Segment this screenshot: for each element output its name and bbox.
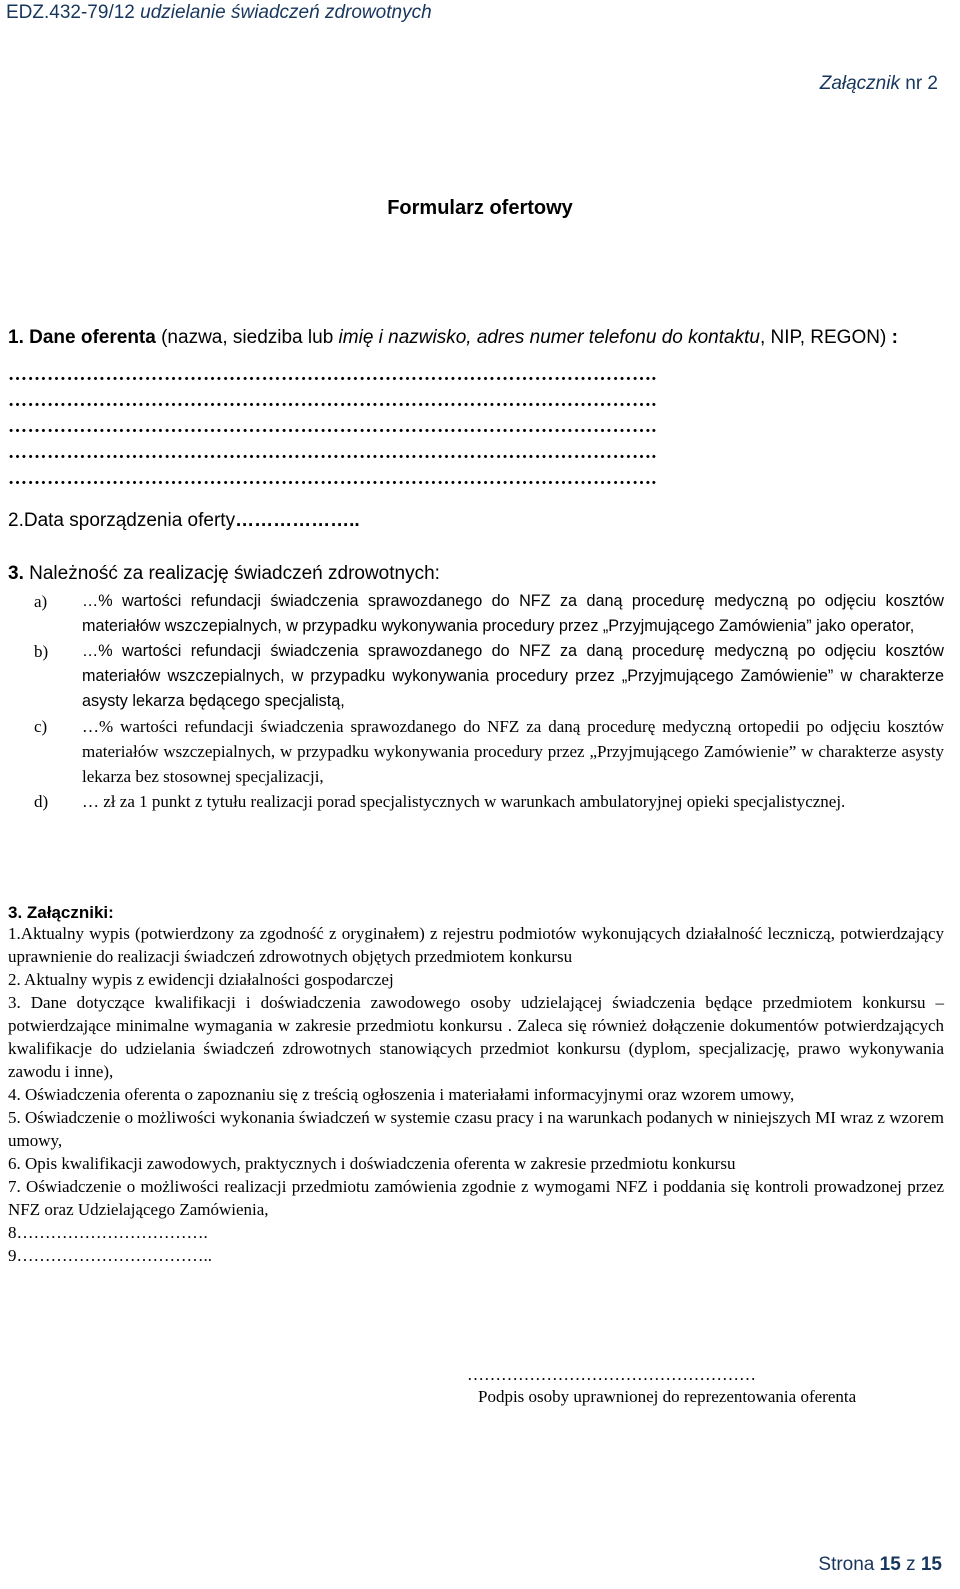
section-oferent-colon: : <box>891 327 898 348</box>
attachment-item[interactable]: 9…………………………….. <box>8 1246 212 1265</box>
payment-item-label: c) <box>34 717 48 736</box>
payment-item-c <box>34 714 944 789</box>
attachment-item: 4. Oświadczenia oferenta o zapoznaniu się z treścią ogłoszenia i materiałami informacyjnymi oraz wzorem umowy, <box>8 1085 795 1104</box>
page-title: Formularz ofertowy <box>387 197 573 219</box>
attachment-item: 6. Opis kwalifikacji zawodowych, praktycznych i doświadczenia oferenta w zakresie przedmiotu konkursu <box>8 1154 736 1173</box>
section-payment-num: 3. <box>8 563 24 584</box>
section-oferent-tail: , NIP, REGON) <box>759 327 892 348</box>
annex-word: Załącznik <box>819 73 900 94</box>
section-date <box>8 510 360 532</box>
payment-item-d <box>34 789 944 814</box>
section-oferent-heading: 1. Dane oferenta <box>8 327 156 348</box>
attachment-item[interactable]: 8……………………………. <box>8 1223 208 1242</box>
page-current: 15 <box>879 1554 901 1575</box>
section-payment-heading <box>8 563 440 585</box>
reference-title: udzielanie świadczeń zdrowotnych <box>134 2 432 23</box>
page-number <box>818 1554 942 1576</box>
attachment-item: 5. Oświadczenie o możliwości wykonania świadczeń w systemie czasu pracy i na warunkach podanych w niniejszych MI wraz z wzorem umowy, <box>8 1108 944 1150</box>
payment-item-text: …% wartości refundacji świadczenia sprawozdanego do NFZ za daną procedurę medyczną po odjęciu kosztów materiałów wszczepialnych, w przypadku wykonywania procedury przez „Przyjmującego Zamówienie” w charakterze asysty lekarza będącego specjalistą, <box>82 642 944 710</box>
attachments-list <box>8 922 944 1267</box>
reference-number: EDZ.432-79/12 <box>6 2 135 23</box>
attachment-item: 2. Aktualny wypis z ewidencji działalności gospodarczej <box>8 970 394 989</box>
section-oferent-lead: (nazwa, siedziba lub <box>155 327 339 348</box>
payment-item-text: …% wartości refundacji świadczenia sprawozdanego do NFZ za daną procedurę medyczną po odjęciu kosztów materiałów wszczepialnych, w przypadku wykonywania procedury przez „Przyjmującego Zamówienia” jako operator, <box>82 592 944 635</box>
attachment-item: 7. Oświadczenie o możliwości realizacji przedmiotu zamówienia zgodnie z wymogami NFZ i poddania się kontroli prowadzonej przez NFZ oraz Udzielającego Zamówienia, <box>8 1177 944 1219</box>
attachment-item: 3. Dane dotyczące kwalifikacji i doświadczenia zawodowego osoby udzielającej świadczenia będące przedmiotem konkursu – potwierdzające minimalne wymagania w zakresie przedmiotu konkursu . Zaleca się również dołączenie dokumentów potwierdzających kwalifikacje do udzielania świadczeń zdrowotnych stanowiących przedmiot konkursu (dyplom, specjalizację, prawo wykonywania zawodu i inne), <box>8 993 944 1081</box>
payment-item-label: d) <box>34 792 49 811</box>
section-oferent <box>8 327 898 349</box>
section-payment-label: Należność za realizację świadczeń zdrowotnych: <box>23 563 440 584</box>
payment-item-label: b) <box>34 642 49 661</box>
payment-item-label: a) <box>34 592 48 611</box>
section-date-dots[interactable]: ……………….. <box>235 510 360 531</box>
payment-item-text: … zł za 1 punkt z tytułu realizacji porad specjalistycznych w warunkach ambulatoryjnej opieki specjalistycznej. <box>82 792 846 811</box>
payment-item-text: …% wartości refundacji świadczenia sprawozdanego do NFZ za daną procedurę medyczną ortopedii po odjęciu kosztów materiałów wszczepialnych, w przypadku wykonywania procedury przez „Przyjmującego Zamówienie” w charakterze asysty lekarza bez stosownej specjalizacji, <box>82 717 944 786</box>
page-of-word: z <box>900 1554 921 1575</box>
payment-item-a <box>34 589 944 639</box>
attachment-item: 1.Aktualny wypis (potwierdzony za zgodność z oryginałem) z rejestru podmiotów wykonujących działalność leczniczą, potwierdzający uprawnienie do realizacji świadczeń zdrowotnych objętych przedmiotem konkursu <box>8 924 944 966</box>
page-word: Strona <box>818 1554 880 1575</box>
fill-line-4[interactable]: ………………………………………………………………………………………. <box>8 442 657 463</box>
annex-label <box>820 73 938 95</box>
annex-number: nr 2 <box>899 73 938 94</box>
section-oferent-italic: imię i nazwisko, adres numer telefonu do kontaktu <box>338 327 760 348</box>
signature-label: Podpis osoby uprawnionej do reprezentowania oferenta <box>478 1387 857 1406</box>
fill-line-2[interactable]: ………………………………………………………………………………………. <box>8 390 657 411</box>
document-reference <box>6 2 432 24</box>
section-date-label: 2.Data sporządzenia oferty <box>8 510 236 531</box>
fill-line-5[interactable]: ………………………………………………………………………………………. <box>8 468 657 489</box>
page-total: 15 <box>920 1554 942 1575</box>
payment-item-b <box>34 639 944 714</box>
fill-line-1[interactable]: ………………………………………………………………………………………. <box>8 364 657 385</box>
signature-line[interactable]: …………………………………………… <box>467 1365 756 1384</box>
fill-line-3[interactable]: ………………………………………………………………………………………. <box>8 416 657 437</box>
payment-items-list <box>34 589 944 814</box>
attachments-heading: 3. Załączniki: <box>8 903 114 922</box>
